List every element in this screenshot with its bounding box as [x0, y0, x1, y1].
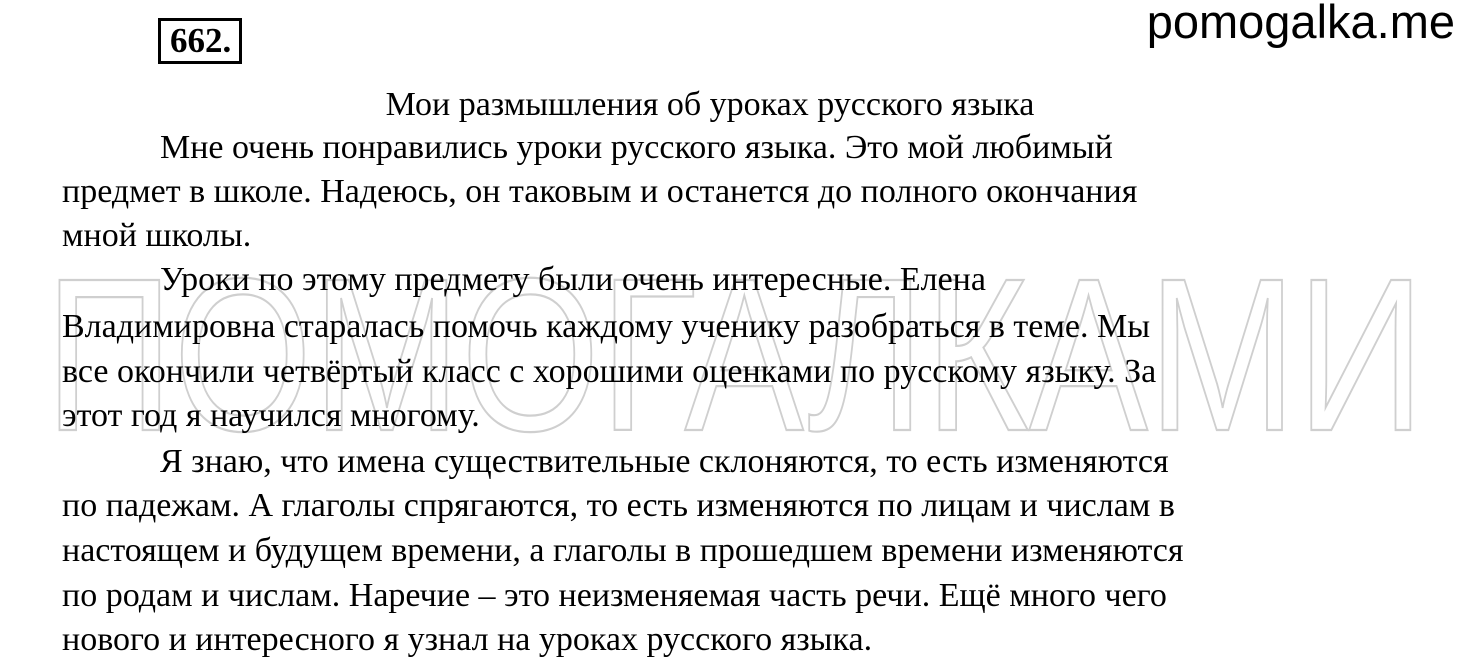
essay-line: мной школы. — [62, 217, 252, 254]
site-name: pomogalka.me — [1146, 0, 1455, 48]
essay-line: по падежам. А глаголы спрягаются, то есть изменяются по лицам и числам в — [62, 487, 1175, 524]
essay-line: по родам и числам. Наречие – это неизменяемая часть речи. Ещё много чего — [62, 577, 1167, 614]
essay-line: нового и интересного я узнал на уроках русского языка. — [62, 621, 873, 658]
essay-line: Владимировна старалась помочь каждому ученику разобраться в теме. Мы — [62, 308, 1151, 345]
essay-line: настоящем и будущем времени, а глаголы в прошедшем времени изменяются — [62, 532, 1184, 569]
watermark-text: ПОМОГАЛКАМИ — [45, 240, 1425, 440]
essay-line: этот год я научился многому. — [62, 397, 480, 434]
task-number-badge: 662. — [158, 18, 242, 64]
essay-line: Я знаю, что имена существительные склоняются, то есть изменяются — [160, 443, 1169, 480]
essay-title: Мои размышления об уроках русского языка — [385, 86, 1035, 123]
essay-line: все окончили четвёртый класс с хорошими оценками по русскому языку. За — [62, 353, 1157, 390]
essay-line: Мне очень понравились уроки русского языка. Это мой любимый — [160, 129, 1113, 166]
essay-line: предмет в школе. Надеюсь, он таковым и останется до полного окончания — [62, 173, 1138, 210]
essay-line: Уроки по этому предмету были очень интересные. Елена — [160, 261, 986, 298]
